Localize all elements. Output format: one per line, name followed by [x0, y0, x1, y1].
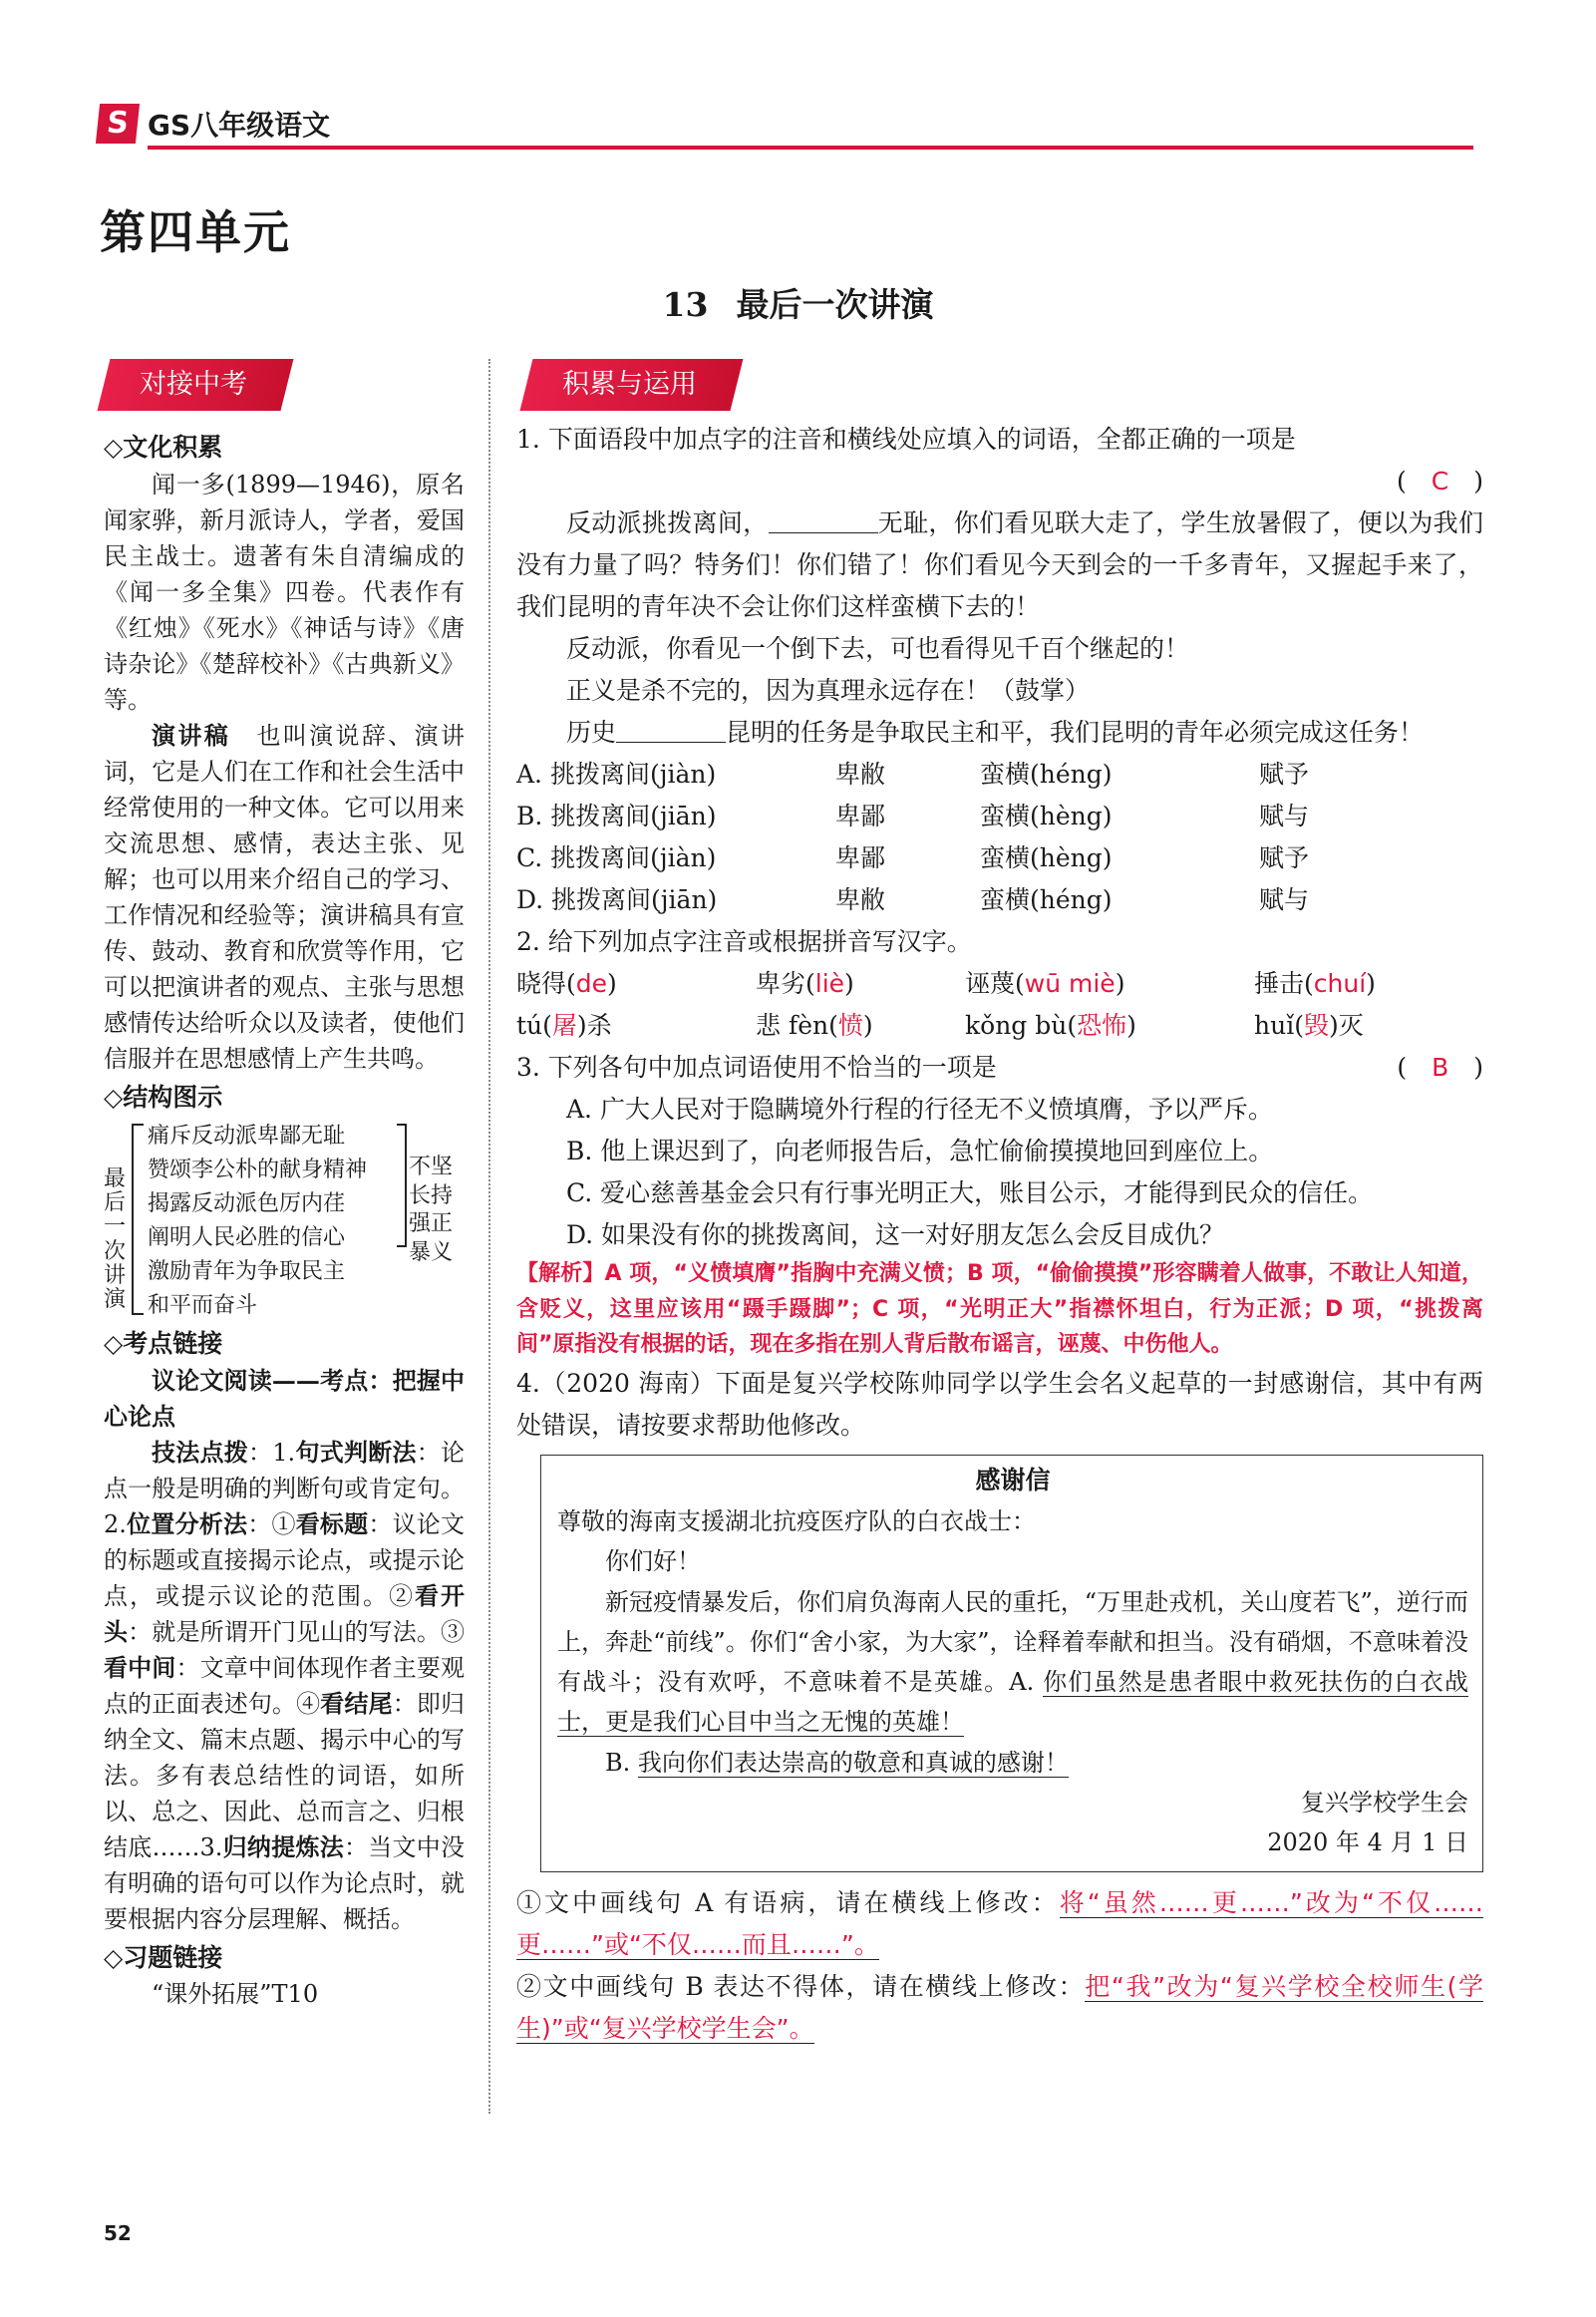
q3-option[interactable]: B. 他上课迟到了，向老师报告后，急忙偷偷摸摸地回到座位上。 — [566, 1137, 1274, 1165]
q1-passage: 反动派挑拨离间， 无耻，你们看见联大走了，学生放暑假了，便以为我们没有力量了吗？特务们！你们错了！你们看见今天到会的一千多青年，又握起手来了，我们昆明的青年决不会让你们这样蛮横下去的！ — [516, 508, 1483, 621]
column-divider — [488, 359, 490, 2114]
structure-brace-right — [397, 1124, 407, 1247]
letter-greeting: 你们好！ — [605, 1547, 701, 1576]
structure-summary: 不坚长持强正暴义 — [409, 1155, 454, 1265]
author-intro: 闻一多(1899—1946)，原名闻家骅，新月派诗人，学者，爱国民主战士。遗著有朱自清编成的《闻一多全集》四卷。代表作有《红烛》《死水》《神话与诗》《唐诗杂论》《楚辞校补》《古典新义》等。 — [104, 470, 465, 714]
q2-item: kǒng bù(恐怖) — [965, 1011, 1136, 1040]
option[interactable]: C. 挑拨离间(jiàn) — [516, 843, 717, 872]
left-column — [104, 427, 465, 2012]
letter-body: 新冠疫情暴发后，你们肩负海南人民的重托，“万里赴戎机，关山度若飞”，逆行而上，奔赴“前线”。你们“舍小家，为大家”，诠释着奉献和担当。没有硝烟，不意味着没有战斗；没有欢呼，不意味着不是英雄。A. 你们虽然是患者眼中救死扶伤的白衣战士，更是我们心目中当之无愧的英雄！ — [557, 1587, 1468, 1737]
q3-stem: 3. 下列各句中加点词语使用不恰当的一项是 ( B ) — [516, 1053, 1483, 1082]
q2-stem: 2. 给下列加点字注音或根据拼音写汉字。 — [516, 927, 972, 956]
right-column — [516, 419, 1483, 2050]
culture-heading: ◇文化积累 — [104, 433, 223, 462]
lesson-name: 最后一次讲演 — [736, 285, 934, 324]
q2-item: 卑劣(liè) — [756, 969, 854, 998]
book-title: GS八年级语文 — [148, 109, 331, 142]
page-number: 52 — [104, 2221, 132, 2245]
option[interactable]: A. 挑拨离间(jiàn) — [516, 760, 717, 789]
q4-stem: 4.（2020 海南）下面是复兴学校陈帅同学以学生会名义起草的一封感谢信，其中有两处错误，请按要求帮助他修改。 — [516, 1368, 1483, 1440]
blank-line — [616, 717, 726, 743]
q1-answer: C — [1431, 467, 1449, 496]
structure-brace — [132, 1124, 144, 1315]
left-ribbon: 对接中考 — [98, 359, 294, 411]
q3-option[interactable]: C. 爱心慈善基金会只有行事光明正大，账目公示，才能得到民众的信任。 — [566, 1178, 1374, 1207]
structure-item: 赞颂李公朴的献身精神 — [148, 1158, 368, 1183]
q4-sub1: ①文中画线句 A 有语病，请在横线上修改：将“虽然……更……”改为“不仅……更……”或“不仅……而且……”。 — [516, 1887, 1484, 1959]
structure-diagram — [104, 1120, 465, 1319]
option[interactable]: B. 挑拨离间(jiān) — [516, 802, 717, 830]
q3-answer: B — [1432, 1053, 1449, 1082]
thank-you-letter — [540, 1455, 1483, 1872]
letter-date: 2020 年 4 月 1 日 — [1267, 1828, 1468, 1857]
sentence-a: 你们虽然是患者眼中救死扶伤的白衣战士，更是我们心目中当之无愧的英雄！ — [557, 1668, 1468, 1737]
exercise-link: “课外拓展”T10 — [152, 1980, 319, 2008]
q2-item: 悲 fèn(愤) — [756, 1011, 873, 1040]
structure-root: 最后一次讲演 — [104, 1166, 127, 1312]
q4-answer-2: 把“我”改为“复兴学校全校师生(学生)”或“复兴学校学生会”。 — [516, 1971, 1483, 2043]
structure-item: 和平而奋斗 — [148, 1293, 258, 1319]
exam-point: 议论文阅读——考点：把握中心论点 — [104, 1365, 465, 1431]
q2-items — [516, 963, 1483, 1047]
structure-heading: ◇结构图示 — [104, 1082, 223, 1112]
q2-item: 诬蔑(wū miè) — [965, 969, 1125, 998]
page-header — [98, 102, 1473, 152]
q2-item: 晓得(de) — [516, 969, 617, 998]
speech-intro: 演讲稿 也叫演说辞、演讲词，它是人们在工作和社会生活中经常使用的一种文体。它可以用来交流思想、感情，表达主张、见解；也可以用来介绍自己的学习、工作情况和经验等；演讲稿具有宣传、鼓动、教育和欣赏等作用，它可以把演讲者的观点、主张与思想感情传达给听众以及读者，使他们信服并在思想感情上产生共鸣。 — [104, 720, 466, 1073]
q1-passage: 正义是杀不完的，因为真理永远存在！（鼓掌） — [566, 676, 1091, 705]
technique-text: 技法点拨：1.句式判断法：论点一般是明确的判断句或肯定句。2.位置分析法：①看标题：议论文的标题或直接揭示论点，或提示论点，或提示议论的范围。②看开头：就是所谓开门见山的写法。③看中间：文章中间体现作者主要观点的正面表述句。④看结尾：即归纳全文、篇末点题、揭示中心的写法。多有表总结性的词语，如所以、总之、因此、总而言之、归根结底……3.归纳提炼法：当文中没有明确的语句可以作为论点时，就要根据内容分层理解、概括。 — [104, 1437, 466, 1933]
q3-analysis: 【解析】A 项，“义愤填膺”指胸中充满义愤；B 项，“偷偷摸摸”形容瞒着人做事，不敢让人知道，含贬义，这里应该用“蹑手蹑脚”；C 项，“光明正大”指襟怀坦白，行为正派；D 项，“挑拨离间”原指没有根据的话，现在多指在别人背后散布谣言，诬蔑、中伤他人。 — [516, 1261, 1483, 1358]
sentence-b: 我向你们表达崇高的敬意和真诚的感谢！ — [637, 1748, 1069, 1777]
structure-item: 痛斥反动派卑鄙无耻 — [148, 1124, 346, 1149]
q2-item: tú(屠)杀 — [516, 1011, 612, 1040]
q1-options: A. 挑拨离间(jiàn) 卑敝 蛮横(héng) 赋予 B. 挑拨离间(jiān) 卑鄙 蛮横(hèng) 赋与 C. 挑拨离间(jiàn) 卑鄙 蛮横(hèng) 赋予 D. 挑拨离间(jiān) 卑敝 蛮横(héng) 赋与 — [516, 754, 1483, 921]
letter-title: 感谢信 — [975, 1465, 1051, 1494]
exercise-link-heading: ◇习题链接 — [104, 1942, 223, 1972]
header-rule — [148, 146, 1473, 150]
q1-answer-paren: ( C ) — [1397, 467, 1483, 496]
publisher-logo: S — [96, 104, 140, 144]
letter-body: B. 我向你们表达崇高的敬意和真诚的感谢！ — [605, 1748, 1069, 1777]
q3-option[interactable]: A. 广大人民对于隐瞒境外行程的行径无不义愤填膺，予以严斥。 — [566, 1095, 1273, 1124]
letter-signature: 复兴学校学生会 — [1301, 1789, 1468, 1818]
q2-item: huǐ(毁)灭 — [1254, 1011, 1364, 1040]
q4-sub2: ②文中画线句 B 表达不得体，请在横线上修改：把“我”改为“复兴学校全校师生(学生)”或“复兴学校学生会”。 — [516, 1971, 1483, 2043]
option[interactable]: D. 挑拨离间(jiān) — [516, 885, 718, 914]
right-ribbon: 积累与运用 — [520, 359, 744, 411]
lesson-number: 13 — [662, 285, 709, 324]
unit-title: 第四单元 — [100, 205, 291, 259]
blank-line — [769, 507, 878, 533]
exam-link-heading: ◇考点链接 — [104, 1329, 223, 1358]
structure-item: 揭露反动派色厉内荏 — [148, 1191, 346, 1217]
q1-stem: 1. 下面语段中加点字的注音和横线处应填入的词语，全都正确的一项是 — [516, 425, 1296, 454]
letter-salutation: 尊敬的海南支援湖北抗疫医疗队的白衣战士： — [557, 1506, 1036, 1535]
q1-passage: 反动派，你看见一个倒下去，可也看得见千百个继起的！ — [566, 634, 1190, 663]
q2-item: 捶击(chuí) — [1254, 969, 1376, 998]
q1-passage: 历史 昆明的任务是争取民主和平，我们昆明的青年必须完成这任务！ — [566, 718, 1425, 747]
q3-option[interactable]: D. 如果没有你的挑拨离间，这一对好朋友怎么会反目成仇？ — [566, 1220, 1225, 1249]
structure-item: 激励青年为争取民主 — [148, 1259, 346, 1285]
structure-item: 阐明人民必胜的信心 — [148, 1225, 346, 1251]
lesson-title — [0, 281, 1596, 329]
q4-answer-1: 将“虽然……更……”改为“不仅……更……”或“不仅……而且……”。 — [516, 1887, 1484, 1959]
